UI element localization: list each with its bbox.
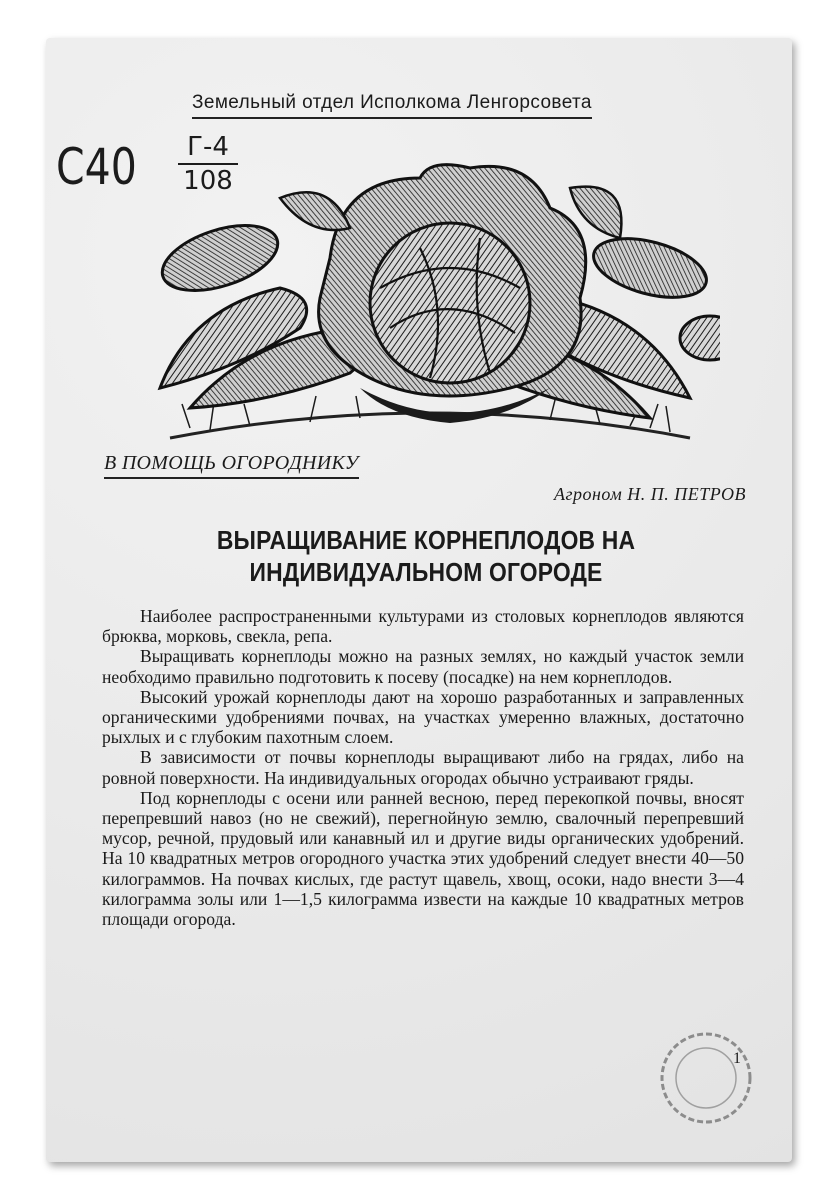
catalog-numerator: Г-4 [187,132,229,162]
vegetables-illustration [130,138,720,458]
paragraph: Под корнеплоды с осени или ранней весною, перед перекопкой почвы, вносят перепревший навоз (но не свежий), перегнойную землю, свалочный перепревший мусор, речной, прудовый или канавный ил и другие виды органических удобрений. На 10 квадратных метров огородного участка этих удобрений следует внести 40—50 килограммов. На почвах кислых, где растут щавель, хвощ, осоки, надо внести 3—4 килограмма золы или 1—1,5 килограмма извести на каждые 10 квадратных метров площади огорода. [102,787,744,930]
library-stamp [656,1028,756,1128]
catalog-code: С40 [56,138,137,196]
catalog-denominator: 108 [183,166,233,196]
department-heading: Земельный отдел Исполкома Ленгорсовета [192,92,592,119]
paragraph: Наиболее распространенными культурами из столовых корнеплодов являются брюква, морковь, свекла, репа. [102,606,744,647]
series-label: В ПОМОЩЬ ОГОРОДНИКУ [104,452,359,479]
paragraph: В зависимости от почвы корнеплоды выращивают либо на грядах, либо на ровной поверхности. На индивидуальных огородах обычно устраивают гряды. [102,747,744,788]
page-number: 1 [733,1050,741,1067]
article-title: ВЫРАЩИВАНИЕ КОРНЕПЛОДОВ НА ИНДИВИДУАЛЬНОМ ОГОРОДЕ [216,525,636,587]
document-page [46,38,792,1162]
author-line: Агроном Н. П. ПЕТРОВ [553,484,746,504]
paragraph: Выращивать корнеплоды можно на разных землях, но каждый участок земли необходимо правильно подготовить к посеву (посадке) на нем корнеплодов. [102,646,744,687]
article-body [102,606,744,929]
paragraph: Высокий урожай корнеплоды дают на хорошо разработанных и заправленных органическими удобрениями почвах, на участках умеренно влажных, достаточно рыхлых и с глубоким пахотным слоем. [102,686,744,748]
